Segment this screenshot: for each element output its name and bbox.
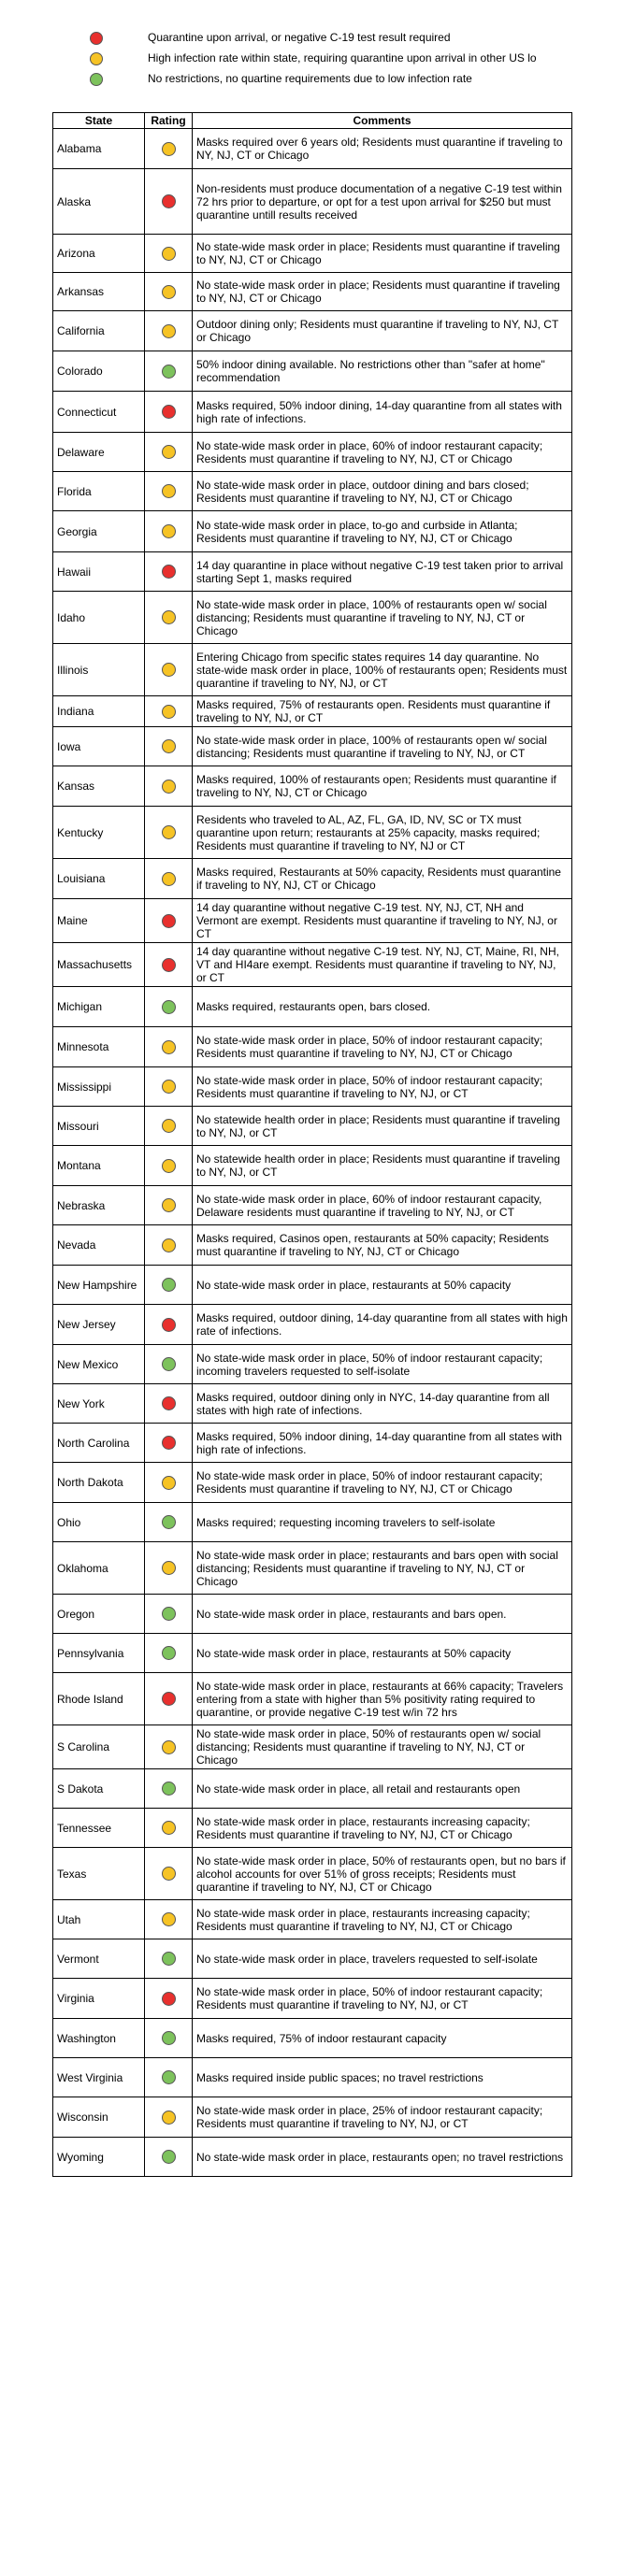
green-status-dot-icon <box>162 1607 176 1621</box>
yellow-status-dot-icon <box>162 1476 176 1490</box>
green-status-dot-icon <box>162 1646 176 1660</box>
table-row <box>53 1634 572 1673</box>
state-cell: Arizona <box>53 235 145 273</box>
table-row <box>53 1146 572 1186</box>
rating-cell <box>145 2138 193 2177</box>
rating-cell <box>145 696 193 727</box>
table-row <box>53 1027 572 1067</box>
rating-cell <box>145 2019 193 2058</box>
yellow-status-dot-icon <box>162 1119 176 1133</box>
rating-cell <box>145 1809 193 1848</box>
state-cell: Arkansas <box>53 273 145 311</box>
rating-cell <box>145 766 193 807</box>
state-cell: Delaware <box>53 433 145 472</box>
yellow-status-dot-icon <box>162 663 176 677</box>
legend-item <box>90 69 635 90</box>
rating-cell <box>145 392 193 433</box>
comments-cell: No state-wide mask order in place, 50% of restaurants open w/ social distancing; Residents must quarantine if traveling to NY, NJ, CT or Chicago <box>193 1725 572 1769</box>
yellow-status-dot-icon <box>162 1159 176 1173</box>
rating-cell <box>145 644 193 696</box>
rating-cell <box>145 1769 193 1809</box>
legend-item <box>90 49 635 69</box>
state-cell: Tennessee <box>53 1809 145 1848</box>
table-row <box>53 129 572 169</box>
comments-cell: No state-wide mask order in place; restaurants and bars open with social distancing; Residents must quarantine if traveling to NY, NJ, CT or Chicago <box>193 1542 572 1595</box>
rating-cell <box>145 1595 193 1634</box>
state-cell: Pennsylvania <box>53 1634 145 1673</box>
yellow-status-dot-icon <box>162 780 176 794</box>
rating-cell <box>145 169 193 235</box>
yellow-status-dot-icon <box>162 1740 176 1754</box>
state-cell: Indiana <box>53 696 145 727</box>
red-status-dot-icon <box>162 1396 176 1410</box>
state-cell: Montana <box>53 1146 145 1186</box>
rating-column-header: Rating <box>145 113 193 129</box>
red-status-dot-icon <box>162 194 176 208</box>
green-status-dot-icon <box>90 73 103 86</box>
green-status-dot-icon <box>162 2031 176 2045</box>
comments-cell: No state-wide mask order in place, restaurants at 50% capacity <box>193 1266 572 1305</box>
rating-cell <box>145 1345 193 1384</box>
yellow-status-dot-icon <box>162 739 176 753</box>
comments-cell: Entering Chicago from specific states requires 14 day quarantine. No state-wide mask order in place, 100% of restaurants open; Residents must quarantine if traveling to NY, NJ, or CT <box>193 644 572 696</box>
state-cell: New York <box>53 1384 145 1424</box>
state-cell: Massachusetts <box>53 943 145 987</box>
yellow-status-dot-icon <box>162 1912 176 1926</box>
rating-cell <box>145 2097 193 2138</box>
red-status-dot-icon <box>162 565 176 579</box>
red-status-dot-icon <box>162 914 176 928</box>
legend <box>90 28 635 90</box>
table-row <box>53 351 572 392</box>
red-status-dot-icon <box>162 1692 176 1706</box>
comments-cell: No state-wide mask order in place, restaurants at 66% capacity; Travelers entering from a state with higher than 5% positivity rating required to quarantine, or provide negative C-19 test w/in 72 hrs <box>193 1673 572 1725</box>
table-row <box>53 1424 572 1463</box>
comments-cell: Masks required over 6 years old; Residents must quarantine if traveling to NY, NJ, CT or Chicago <box>193 129 572 169</box>
table-row <box>53 1345 572 1384</box>
comments-cell: Non-residents must produce documentation of a negative C-19 test within 72 hrs prior to departure, or opt for a test upon arrival for $250 but must quarantine untill results received <box>193 169 572 235</box>
comments-cell: No state-wide mask order in place; Residents must quarantine if traveling to NY, NJ, CT or Chicago <box>193 235 572 273</box>
rating-cell <box>145 351 193 392</box>
state-cell: Alabama <box>53 129 145 169</box>
comments-cell: No state-wide mask order in place, 60% of indoor restaurant capacity, Delaware residents must quarantine if traveling to NY, NJ, or CT <box>193 1186 572 1225</box>
yellow-status-dot-icon <box>162 142 176 156</box>
green-status-dot-icon <box>162 365 176 379</box>
rating-cell <box>145 807 193 859</box>
comments-cell: Masks required inside public spaces; no travel restrictions <box>193 2058 572 2097</box>
state-cell: S Dakota <box>53 1769 145 1809</box>
red-status-dot-icon <box>162 1992 176 2006</box>
red-status-dot-icon <box>162 958 176 972</box>
table-row <box>53 2019 572 2058</box>
green-status-dot-icon <box>162 1782 176 1796</box>
comments-cell: No state-wide mask order in place, 50% of indoor restaurant capacity; Residents must quarantine if traveling to NY, NJ, or CT <box>193 1067 572 1107</box>
comments-cell: No statewide health order in place; Residents must quarantine if traveling to NY, NJ, or CT <box>193 1107 572 1146</box>
table-row <box>53 1900 572 1939</box>
state-cell: Mississippi <box>53 1067 145 1107</box>
table-row <box>53 1809 572 1848</box>
state-cell: Oregon <box>53 1595 145 1634</box>
state-cell: New Jersey <box>53 1305 145 1345</box>
state-cell: Florida <box>53 472 145 511</box>
table-row <box>53 1503 572 1542</box>
comments-cell: No state-wide mask order in place, restaurants and bars open. <box>193 1595 572 1634</box>
state-cell: Georgia <box>53 511 145 552</box>
table-body <box>53 129 572 2177</box>
table-row <box>53 2058 572 2097</box>
state-travel-table <box>52 112 572 2177</box>
table-row <box>53 1186 572 1225</box>
state-cell: Washington <box>53 2019 145 2058</box>
rating-cell <box>145 433 193 472</box>
state-cell: New Hampshire <box>53 1266 145 1305</box>
table-row <box>53 511 572 552</box>
state-cell: Hawaii <box>53 552 145 592</box>
rating-cell <box>145 859 193 899</box>
yellow-status-dot-icon <box>162 484 176 498</box>
yellow-status-dot-icon <box>162 1561 176 1575</box>
rating-cell <box>145 1939 193 1979</box>
comments-cell: No state-wide mask order in place, 25% of indoor restaurant capacity; Residents must quarantine if traveling to NY, NJ, or CT <box>193 2097 572 2138</box>
comments-cell: No state-wide mask order in place, 100% of restaurants open w/ social distancing; Residents must quarantine if traveling to NY, NJ, or CT <box>193 727 572 766</box>
green-status-dot-icon <box>162 1278 176 1292</box>
rating-cell <box>145 1146 193 1186</box>
state-cell: Louisiana <box>53 859 145 899</box>
comments-cell: Masks required, outdoor dining, 14-day quarantine from all states with high rate of infections. <box>193 1305 572 1345</box>
table-row <box>53 807 572 859</box>
yellow-status-dot-icon <box>162 247 176 261</box>
comments-cell: No state-wide mask order in place, restaurants increasing capacity; Residents must quarantine if traveling to NY, NJ, CT or Chicago <box>193 1900 572 1939</box>
comments-cell: No state-wide mask order in place, restaurants at 50% capacity <box>193 1634 572 1673</box>
yellow-status-dot-icon <box>162 1040 176 1054</box>
state-cell: Illinois <box>53 644 145 696</box>
yellow-status-dot-icon <box>162 524 176 538</box>
yellow-status-dot-icon <box>162 324 176 338</box>
table-row <box>53 1673 572 1725</box>
rating-cell <box>145 273 193 311</box>
state-cell: Texas <box>53 1848 145 1900</box>
state-cell: Ohio <box>53 1503 145 1542</box>
comments-cell: No state-wide mask order in place, 50% of restaurants open, but no bars if alcohol accounts for over 51% of gross receipts; Residents must quarantine if traveling to NY, NJ, CT or Chicago <box>193 1848 572 1900</box>
table-row <box>53 1848 572 1900</box>
rating-cell <box>145 592 193 644</box>
comments-cell: No state-wide mask order in place, travelers requested to self-isolate <box>193 1939 572 1979</box>
table-row <box>53 235 572 273</box>
state-cell: Kentucky <box>53 807 145 859</box>
comments-cell: No state-wide mask order in place, 50% of indoor restaurant capacity; incoming travelers requested to self-isolate <box>193 1345 572 1384</box>
state-cell: Maine <box>53 899 145 943</box>
rating-cell <box>145 129 193 169</box>
green-status-dot-icon <box>162 1357 176 1371</box>
table-row <box>53 1225 572 1266</box>
rating-cell <box>145 1542 193 1595</box>
rating-cell <box>145 552 193 592</box>
table-row <box>53 311 572 351</box>
rating-cell <box>145 1305 193 1345</box>
state-cell: Vermont <box>53 1939 145 1979</box>
state-cell: North Carolina <box>53 1424 145 1463</box>
rating-cell <box>145 1067 193 1107</box>
table-row <box>53 433 572 472</box>
table-row <box>53 2138 572 2177</box>
table-row <box>53 1384 572 1424</box>
rating-cell <box>145 1634 193 1673</box>
table-row <box>53 169 572 235</box>
comments-cell: No state-wide mask order in place; Residents must quarantine if traveling to NY, NJ, CT or Chicago <box>193 273 572 311</box>
rating-cell <box>145 1503 193 1542</box>
state-cell: Oklahoma <box>53 1542 145 1595</box>
state-cell: Missouri <box>53 1107 145 1146</box>
rating-cell <box>145 943 193 987</box>
comments-cell: Masks required, Casinos open, restaurants at 50% capacity; Residents must quarantine if traveling to NY, NJ, CT or Chicago <box>193 1225 572 1266</box>
state-cell: California <box>53 311 145 351</box>
red-status-dot-icon <box>162 1318 176 1332</box>
comments-cell: 14 day quarantine in place without negative C-19 test taken prior to arrival starting Sept 1, masks required <box>193 552 572 592</box>
state-cell: West Virginia <box>53 2058 145 2097</box>
red-status-dot-icon <box>162 1436 176 1450</box>
comments-cell: Masks required; requesting incoming travelers to self-isolate <box>193 1503 572 1542</box>
yellow-status-dot-icon <box>162 1198 176 1212</box>
rating-cell <box>145 311 193 351</box>
comments-cell: Masks required, restaurants open, bars closed. <box>193 987 572 1027</box>
state-cell: Minnesota <box>53 1027 145 1067</box>
state-cell: Utah <box>53 1900 145 1939</box>
state-cell: Connecticut <box>53 392 145 433</box>
comments-cell: Masks required, 75% of restaurants open. Residents must quarantine if traveling to NY, NJ, or CT <box>193 696 572 727</box>
state-cell: Rhode Island <box>53 1673 145 1725</box>
table-row <box>53 1463 572 1503</box>
state-cell: S Carolina <box>53 1725 145 1769</box>
rating-cell <box>145 235 193 273</box>
comments-cell: No state-wide mask order in place, restaurants open; no travel restrictions <box>193 2138 572 2177</box>
comments-column-header: Comments <box>193 113 572 129</box>
yellow-status-dot-icon <box>162 610 176 624</box>
legend-label: No restrictions, no quartine requirements due to low infection rate <box>148 72 472 85</box>
comments-cell: No state-wide mask order in place, 100% of restaurants open w/ social distancing; Residents must quarantine if traveling to NY, NJ, CT or Chicago <box>193 592 572 644</box>
red-status-dot-icon <box>90 32 103 45</box>
table-row <box>53 392 572 433</box>
table-row <box>53 727 572 766</box>
yellow-status-dot-icon <box>162 705 176 719</box>
rating-cell <box>145 1027 193 1067</box>
comments-cell: No state-wide mask order in place, 50% of indoor restaurant capacity; Residents must quarantine if traveling to NY, NJ, CT or Chicago <box>193 1463 572 1503</box>
rating-cell <box>145 1186 193 1225</box>
state-cell: Idaho <box>53 592 145 644</box>
rating-cell <box>145 1225 193 1266</box>
legend-label: Quarantine upon arrival, or negative C-19 test result required <box>148 31 451 44</box>
state-cell: Nebraska <box>53 1186 145 1225</box>
comments-cell: Masks required, 75% of indoor restaurant capacity <box>193 2019 572 2058</box>
green-status-dot-icon <box>162 1515 176 1529</box>
rating-cell <box>145 1384 193 1424</box>
comments-cell: Outdoor dining only; Residents must quarantine if traveling to NY, NJ, CT or Chicago <box>193 311 572 351</box>
comments-cell: No state-wide mask order in place, 60% of indoor restaurant capacity; Residents must quarantine if traveling to NY, NJ, CT or Chicago <box>193 433 572 472</box>
green-status-dot-icon <box>162 2150 176 2164</box>
comments-cell: No state-wide mask order in place, outdoor dining and bars closed; Residents must quarantine if traveling to NY, NJ, CT or Chicago <box>193 472 572 511</box>
comments-cell: Masks required, outdoor dining only in NYC, 14-day quarantine from all states with high rate of infections. <box>193 1384 572 1424</box>
green-status-dot-icon <box>162 1952 176 1966</box>
state-cell: Wyoming <box>53 2138 145 2177</box>
state-cell: North Dakota <box>53 1463 145 1503</box>
table-row <box>53 1979 572 2019</box>
table-row <box>53 1939 572 1979</box>
state-cell: Wisconsin <box>53 2097 145 2138</box>
red-status-dot-icon <box>162 405 176 419</box>
rating-cell <box>145 1673 193 1725</box>
table-row <box>53 2097 572 2138</box>
rating-cell <box>145 1900 193 1939</box>
table-row <box>53 1595 572 1634</box>
state-cell: Colorado <box>53 351 145 392</box>
table-row <box>53 1725 572 1769</box>
yellow-status-dot-icon <box>162 445 176 459</box>
rating-cell <box>145 1725 193 1769</box>
yellow-status-dot-icon <box>162 1080 176 1094</box>
rating-cell <box>145 1848 193 1900</box>
table-row <box>53 859 572 899</box>
state-cell: Iowa <box>53 727 145 766</box>
yellow-status-dot-icon <box>162 1867 176 1881</box>
comments-cell: No state-wide mask order in place, 50% of indoor restaurant capacity; Residents must quarantine if traveling to NY, NJ, CT or Chicago <box>193 1027 572 1067</box>
yellow-status-dot-icon <box>162 872 176 886</box>
comments-cell: No state-wide mask order in place, all retail and restaurants open <box>193 1769 572 1809</box>
table-row <box>53 1305 572 1345</box>
comments-cell: Masks required, Restaurants at 50% capacity, Residents must quarantine if traveling to NY, NJ, CT or Chicago <box>193 859 572 899</box>
comments-cell: 50% indoor dining available. No restrictions other than "safer at home" recommendation <box>193 351 572 392</box>
table-row <box>53 1769 572 1809</box>
table-row <box>53 1266 572 1305</box>
yellow-status-dot-icon <box>162 2111 176 2125</box>
comments-cell: Residents who traveled to AL, AZ, FL, GA, ID, NV, SC or TX must quarantine upon return; restaurants at 25% capacity, masks required; Residents must quarantine if traveling to NY, NJ or CT <box>193 807 572 859</box>
rating-cell <box>145 899 193 943</box>
table-row <box>53 472 572 511</box>
yellow-status-dot-icon <box>90 52 103 65</box>
rating-cell <box>145 1107 193 1146</box>
table-row <box>53 899 572 943</box>
table-row <box>53 273 572 311</box>
rating-cell <box>145 1463 193 1503</box>
comments-cell: No state-wide mask order in place, restaurants increasing capacity; Residents must quarantine if traveling to NY, NJ, CT or Chicago <box>193 1809 572 1848</box>
table-row <box>53 1067 572 1107</box>
state-cell: Kansas <box>53 766 145 807</box>
table-row <box>53 987 572 1027</box>
state-cell: New Mexico <box>53 1345 145 1384</box>
rating-cell <box>145 2058 193 2097</box>
table-row <box>53 644 572 696</box>
rating-cell <box>145 511 193 552</box>
green-status-dot-icon <box>162 2070 176 2084</box>
yellow-status-dot-icon <box>162 1238 176 1252</box>
rating-cell <box>145 727 193 766</box>
legend-item <box>90 28 635 49</box>
state-column-header: State <box>53 113 145 129</box>
table-row <box>53 592 572 644</box>
comments-cell: No state-wide mask order in place, 50% of indoor restaurant capacity; Residents must quarantine if traveling to NY, NJ, or CT <box>193 1979 572 2019</box>
comments-cell: 14 day quarantine without negative C-19 test. NY, NJ, CT, NH and Vermont are exempt. Residents must quarantine if traveling to NY, NJ, or CT <box>193 899 572 943</box>
table-header-row <box>53 113 572 129</box>
comments-cell: No statewide health order in place; Residents must quarantine if traveling to NY, NJ, or CT <box>193 1146 572 1186</box>
yellow-status-dot-icon <box>162 825 176 839</box>
yellow-status-dot-icon <box>162 285 176 299</box>
table-row <box>53 696 572 727</box>
table-row <box>53 1542 572 1595</box>
comments-cell: Masks required, 100% of restaurants open; Residents must quarantine if traveling to NY, NJ, CT or Chicago <box>193 766 572 807</box>
comments-cell: Masks required, 50% indoor dining, 14-day quarantine from all states with high rate of infections. <box>193 1424 572 1463</box>
table-row <box>53 943 572 987</box>
table-row <box>53 766 572 807</box>
state-cell: Alaska <box>53 169 145 235</box>
rating-cell <box>145 1266 193 1305</box>
rating-cell <box>145 1979 193 2019</box>
state-cell: Michigan <box>53 987 145 1027</box>
rating-cell <box>145 987 193 1027</box>
rating-cell <box>145 472 193 511</box>
comments-cell: 14 day quarantine without negative C-19 test. NY, NJ, CT, Maine, RI, NH, VT and HI4are exempt. Residents must quarantine if traveling to NY, NJ, or CT <box>193 943 572 987</box>
yellow-status-dot-icon <box>162 1821 176 1835</box>
table-row <box>53 1107 572 1146</box>
state-cell: Virginia <box>53 1979 145 2019</box>
comments-cell: Masks required, 50% indoor dining, 14-day quarantine from all states with high rate of infections. <box>193 392 572 433</box>
state-cell: Nevada <box>53 1225 145 1266</box>
green-status-dot-icon <box>162 1000 176 1014</box>
rating-cell <box>145 1424 193 1463</box>
table-row <box>53 552 572 592</box>
legend-label: High infection rate within state, requiring quarantine upon arrival in other US lo <box>148 51 537 64</box>
comments-cell: No state-wide mask order in place, to-go and curbside in Atlanta; Residents must quarantine if traveling to NY, NJ, CT or Chicago <box>193 511 572 552</box>
